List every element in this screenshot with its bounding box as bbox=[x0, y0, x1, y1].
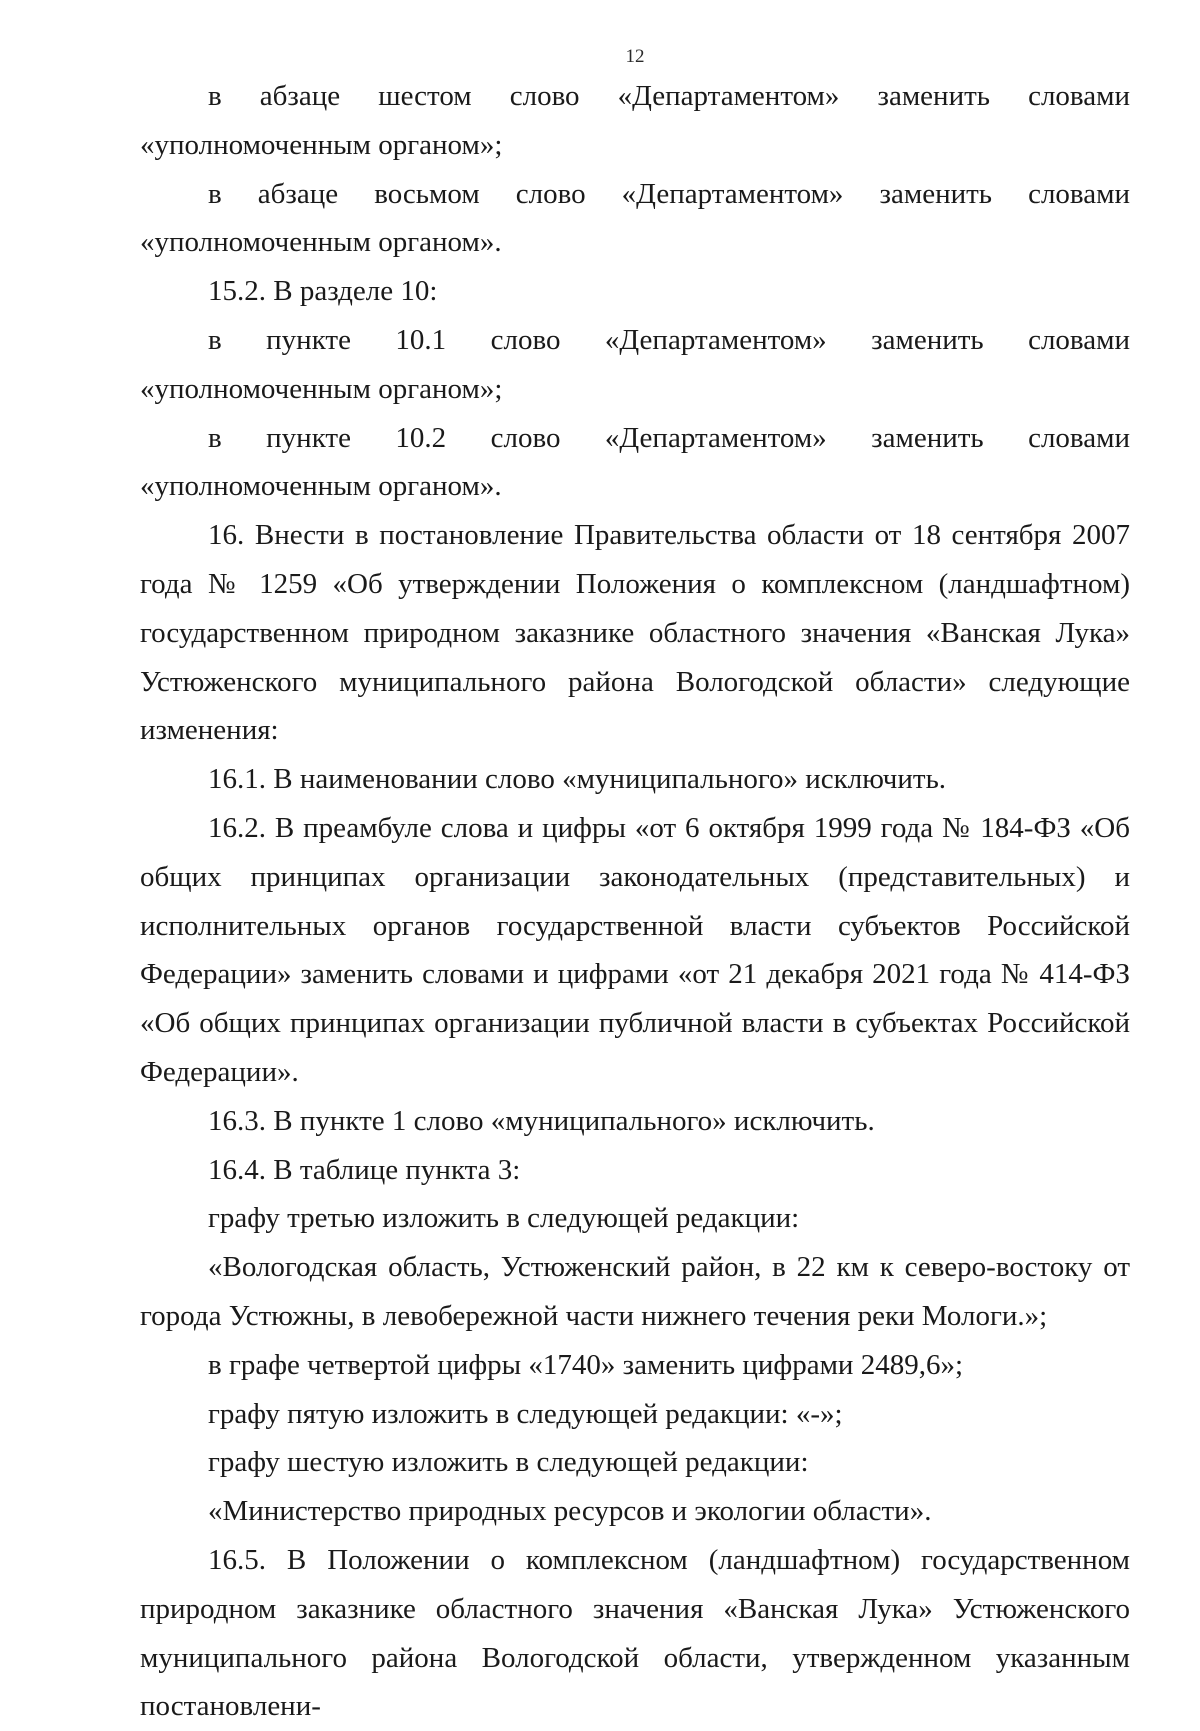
paragraph: 16.2. В преамбуле слова и цифры «от 6 октября 1999 года № 184-ФЗ «Об общих принципах организации законодательных (представительных) и исполнительных органов государственной власти субъектов Российской Федерации» заменить словами и цифрами «от 21 декабря 2021 года № 414-ФЗ «Об общих принципах организации публичной власти в субъектах Российской Федерации». bbox=[140, 811, 1130, 1088]
paragraph: 16.4. В таблице пункта 3: bbox=[208, 1153, 521, 1186]
paragraph: графу третью изложить в следующей редакции: bbox=[208, 1202, 800, 1235]
paragraph: 16.5. В Положении о комплексном (ландшафтном) государственном природном заказнике областного значения «Ванская Лука» Устюженского муниципального района Вологодской области, утвержденном указанным постановлени- bbox=[140, 1543, 1130, 1723]
page-number: 12 bbox=[625, 46, 645, 67]
document-body bbox=[140, 72, 1130, 1731]
paragraph: «Вологодская область, Устюженский район, в 22 км к северо-востоку от города Устюжны, в левобережной части нижнего течения реки Мологи.»; bbox=[140, 1251, 1130, 1332]
paragraph: графу шестую изложить в следующей редакции: bbox=[208, 1446, 809, 1479]
paragraph: 16. Внести в постановление Правительства области от 18 сентября 2007 года № 1259 «Об утверждении Положения о комплексном (ландшафтном) государственном природном заказнике областного значения «Ванская Лука» Устюженского муниципального района Вологодской области» следующие изменения: bbox=[140, 519, 1130, 747]
paragraph: графу пятую изложить в следующей редакции: «-»; bbox=[208, 1397, 843, 1430]
paragraph: в абзаце восьмом слово «Департаментом» заменить словами «уполномоченным органом». bbox=[140, 177, 1130, 259]
paragraph: в пункте 10.1 слово «Департаментом» заменить словами «уполномоченным органом»; bbox=[140, 323, 1130, 405]
paragraph: 15.2. В разделе 10: bbox=[208, 275, 438, 308]
paragraph: «Министерство природных ресурсов и экологии области». bbox=[208, 1495, 932, 1528]
paragraph: в графе четвертой цифры «1740» заменить цифрами 2489,6»; bbox=[208, 1348, 964, 1381]
paragraph: 16.1. В наименовании слово «муниципального» исключить. bbox=[208, 763, 947, 796]
paragraph: в абзаце шестом слово «Департаментом» заменить словами «уполномоченным органом»; bbox=[140, 80, 1130, 161]
paragraph: 16.3. В пункте 1 слово «муниципального» исключить. bbox=[208, 1104, 875, 1137]
paragraph: в пункте 10.2 слово «Департаментом» заменить словами «уполномоченным органом». bbox=[140, 421, 1130, 503]
